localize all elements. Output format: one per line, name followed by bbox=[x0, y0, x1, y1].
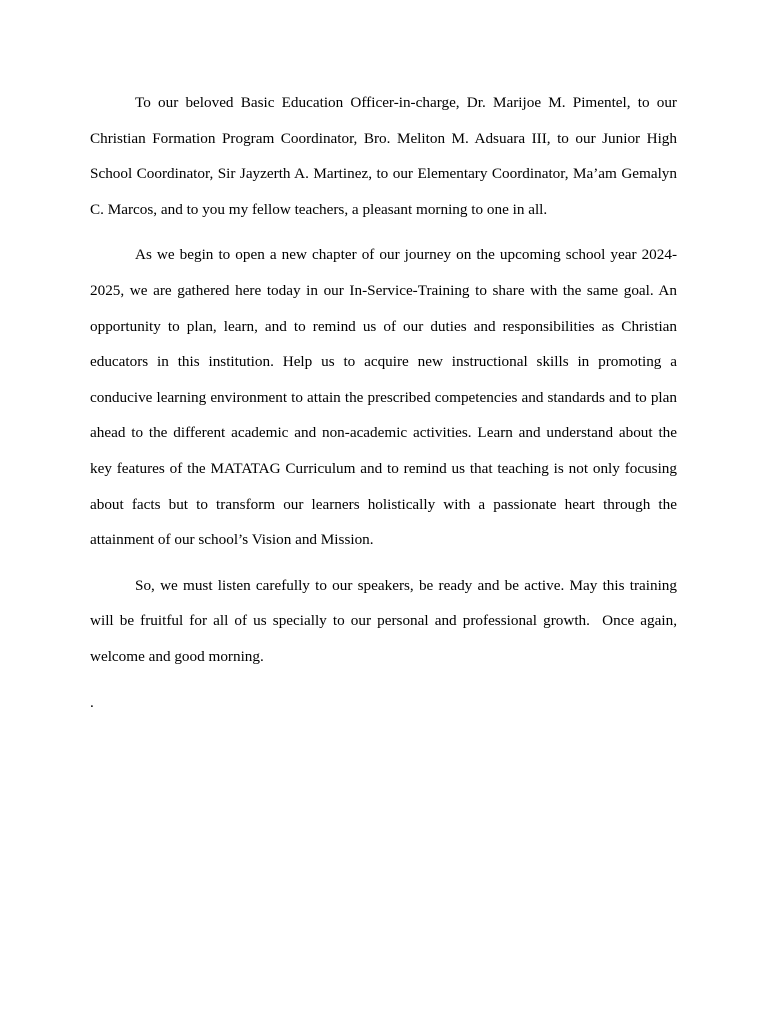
paragraph-greeting: To our beloved Basic Education Officer-in-charge, Dr. Marijoe M. Pimentel, to our Christian Formation Program Coordinator, Bro. Meliton M. Adsuara III, to our Junior High School Coordinator, Sir Jayzerth A. Martinez, to our Elementary Coordinator, Ma’am Gemalyn C. Marcos, and to you my fellow teachers, a pleasant morning to one in all. bbox=[90, 94, 681, 218]
paragraph-closing: So, we must listen carefully to our speakers, be ready and be active. May this training will be fruitful for all of us specially to our personal and professional growth. Once again, welcome and good morning. bbox=[90, 576, 681, 665]
paragraph-purpose: As we begin to open a new chapter of our journey on the upcoming school year 2024-2025, we are gathered here today in our In-Service-Training to share with the same goal. An opportunity to plan, learn, and to remind us of our duties and responsibilities as Christian educators in this institution. Help us to acquire new instructional skills in promoting a conducive learning environment to attain the prescribed competencies and standards and to plan ahead to the different academic and non-academic activities. Learn and understand about the key features of the MATATAG Curriculum and to remind us that teaching is not only focusing about facts but to transform our learners holistically with a passionate heart through the attainment of our school’s Vision and Mission. bbox=[90, 246, 681, 549]
document-body bbox=[90, 85, 681, 720]
trailing-period: . bbox=[90, 693, 94, 711]
